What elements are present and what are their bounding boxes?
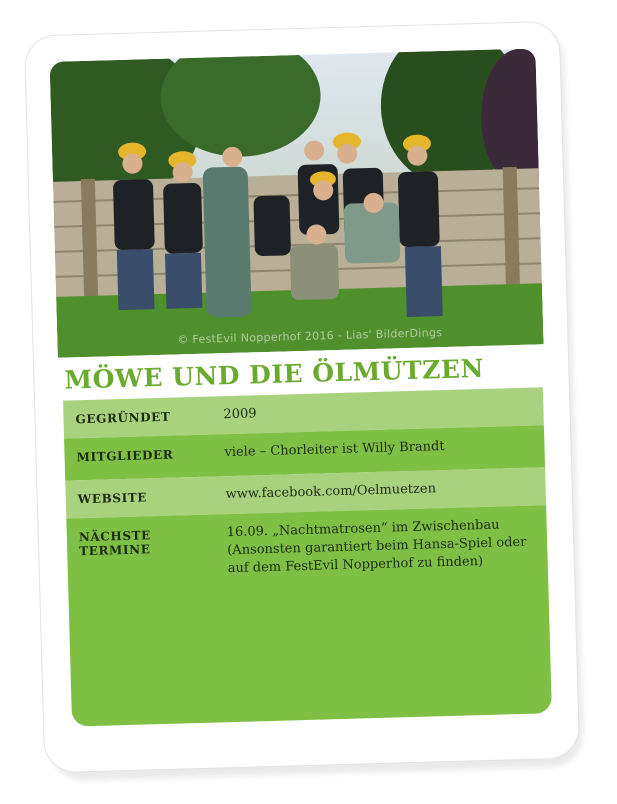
members-label: MITGLIEDER: [76, 447, 174, 465]
next-dates-value: 16.09. „Nachtmatrosen“ im Zwischenbau (Ansonsten garantiert beim Hansa-Spiel oder auf dem FestEvil Nopperhof zu finden): [226, 517, 527, 577]
info-row-next-dates: [66, 505, 552, 726]
founded-value: 2009: [223, 406, 257, 423]
website-value: www.facebook.com/Oelmuetzen: [225, 481, 437, 503]
band-card: [24, 21, 580, 774]
band-title: MÖWE UND DIE ÖLMÜTZEN: [64, 353, 485, 395]
band-photo-image: [50, 48, 544, 357]
founded-label: GEGRÜNDET: [75, 409, 171, 427]
members-value: viele – Chorleiter ist Willy Brandt: [224, 439, 445, 461]
website-label: WEBSITE: [77, 490, 148, 507]
next-dates-label: NÄCHSTE TERMINE: [78, 528, 152, 559]
info-table: [63, 387, 552, 726]
photo-credit: © FestEvil Nopperhof 2016 - Lias' BilderDings: [177, 326, 443, 347]
band-photo: [50, 48, 544, 357]
